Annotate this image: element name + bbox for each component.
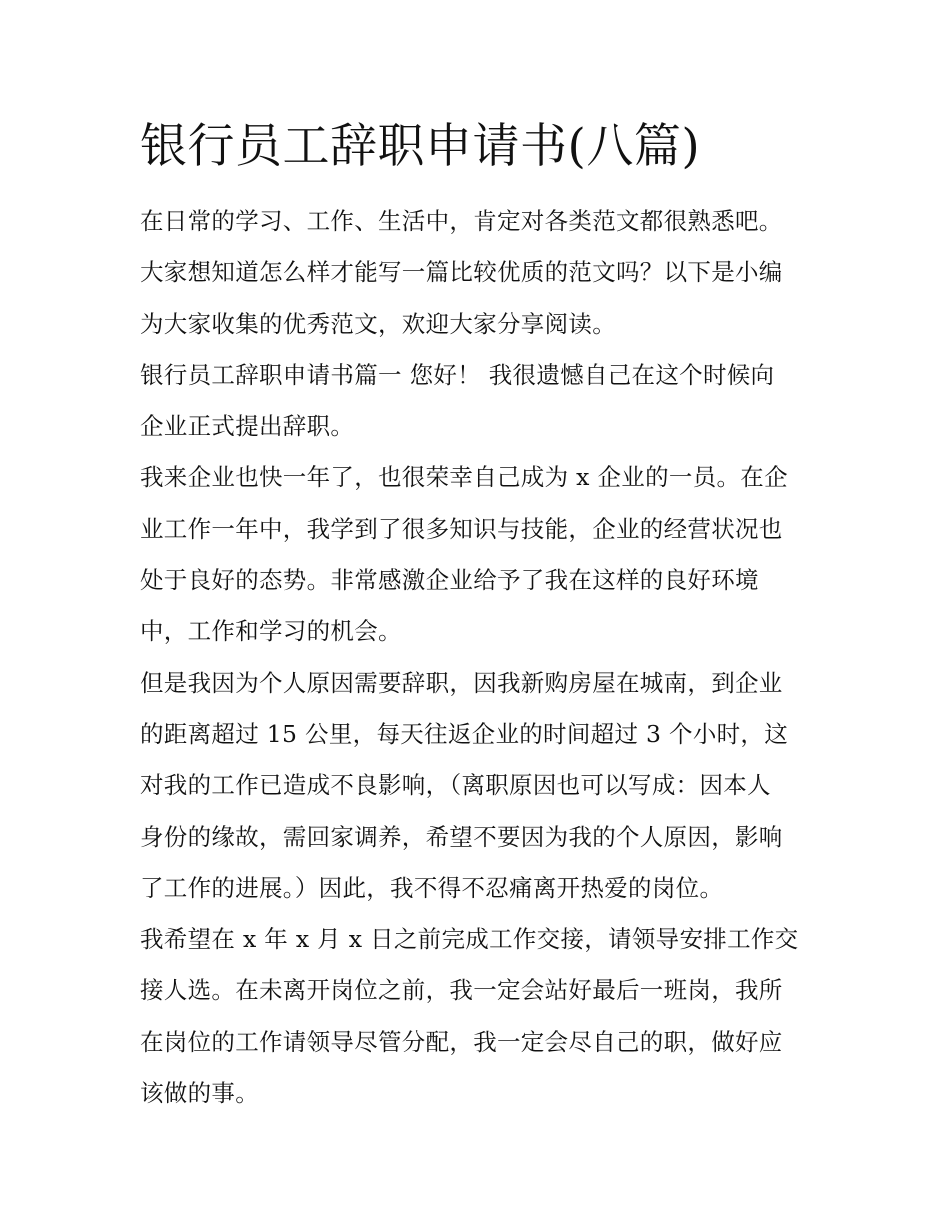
paragraph-greeting bbox=[140, 350, 820, 453]
paragraph-intro bbox=[140, 196, 820, 350]
text-line: 我来企业也快一年了，也很荣幸自己成为 x 企业的一员。在企 bbox=[140, 463, 788, 492]
text-line: 身份的缘故，需回家调养，希望不要因为我的个人原因，影响 bbox=[140, 822, 783, 851]
text-line: 企业正式提出辞职。 bbox=[140, 412, 355, 441]
text-line: 但是我因为个人原因需要辞职，因我新购房屋在城南，到企业 bbox=[140, 668, 783, 697]
text-line: 为大家收集的优秀范文，欢迎大家分享阅读。 bbox=[140, 309, 616, 338]
text-line: 银行员工辞职申请书篇一 您好！ 我很遗憾自己在这个时候向 bbox=[140, 360, 775, 389]
paragraph-handover bbox=[140, 914, 820, 1119]
text-line: 业工作一年中，我学到了很多知识与技能，企业的经营状况也 bbox=[140, 514, 783, 543]
text-line: 的距离超过 15 公里，每天往返企业的时间超过 3 个小时，这 bbox=[140, 719, 789, 748]
text-line: 中，工作和学习的机会。 bbox=[140, 617, 402, 646]
text-line: 该做的事。 bbox=[140, 1079, 259, 1108]
text-line: 在日常的学习、工作、生活中，肯定对各类范文都很熟悉吧。 bbox=[140, 207, 783, 235]
document-title: 银行员工辞职申请书(八篇) bbox=[140, 119, 701, 174]
document-body bbox=[140, 196, 820, 1119]
paragraph-reason bbox=[140, 658, 820, 914]
text-line: 接人选。在未离开岗位之前，我一定会站好最后一班岗，我所 bbox=[140, 976, 783, 1005]
text-line: 对我的工作已造成不良影响，（离职原因也可以写成：因本人 bbox=[140, 771, 771, 800]
text-line: 在岗位的工作请领导尽管分配，我一定会尽自己的职，做好应 bbox=[140, 1027, 783, 1056]
text-line: 我希望在 x 年 x 月 x 日之前完成工作交接，请领导安排工作交 bbox=[140, 925, 799, 954]
paragraph-experience bbox=[140, 452, 820, 657]
text-line: 处于良好的态势。非常感激企业给予了我在这样的良好环境 bbox=[140, 566, 759, 595]
text-line: 了工作的进展。）因此，我不得不忍痛离开热爱的岗位。 bbox=[140, 873, 724, 902]
text-line: 大家想知道怎么样才能写一篇比较优质的范文吗？以下是小编 bbox=[140, 258, 783, 287]
